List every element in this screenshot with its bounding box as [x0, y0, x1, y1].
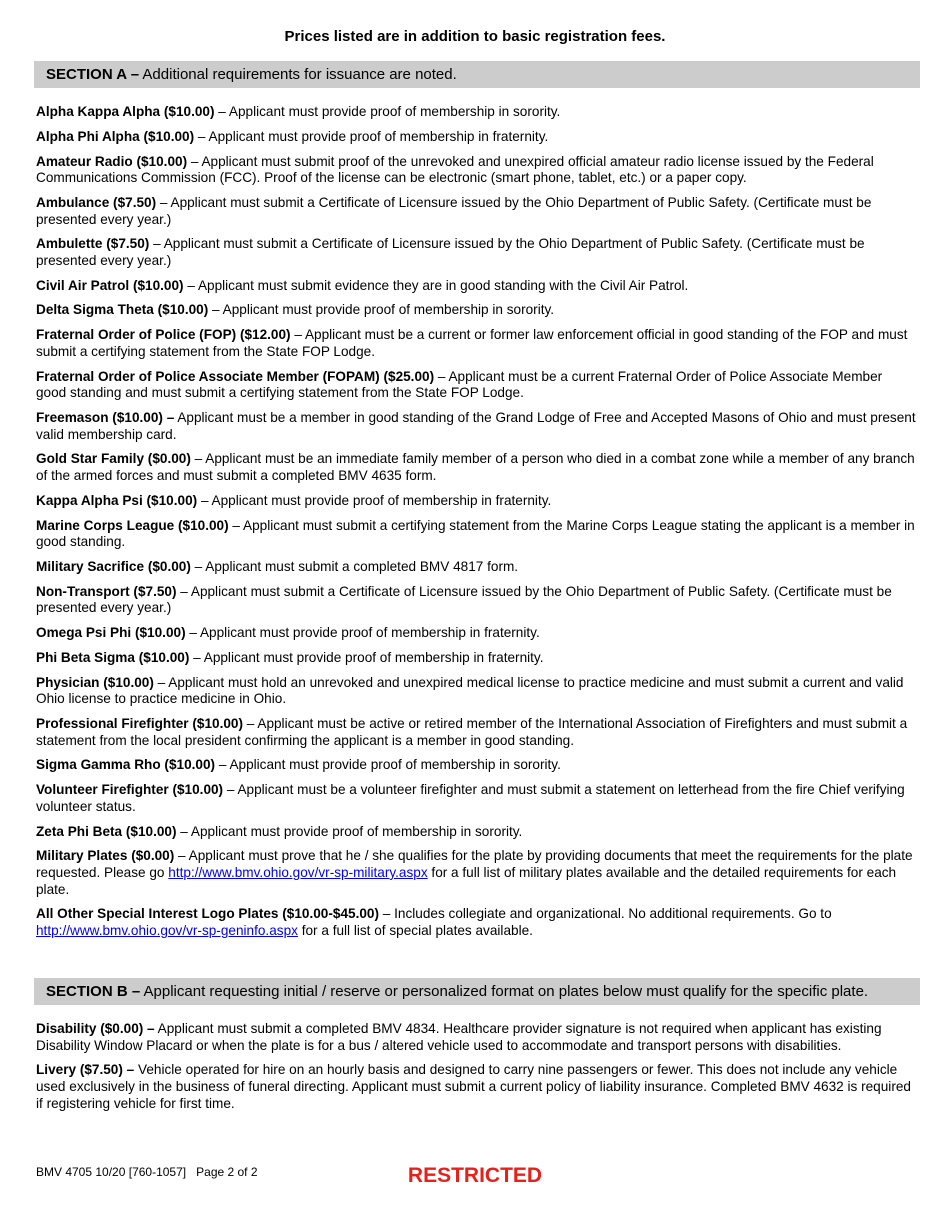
page-title: Prices listed are in addition to basic registration fees.	[284, 28, 666, 45]
entry-name: Ambulette ($7.50)	[36, 236, 150, 252]
entry-name: Amateur Radio ($10.00)	[36, 153, 188, 169]
entry-desc: Applicant must submit a Certificate of Licensure issued by the Ohio Department of Public Safety. (Certificate must be presented every year.)	[36, 194, 872, 227]
entry-desc: Applicant must provide proof of membership in sorority.	[229, 757, 561, 773]
entry-name: Fraternal Order of Police (FOP) ($12.00)	[36, 327, 291, 343]
entry-desc: Applicant must provide proof of membership in sorority.	[190, 823, 523, 839]
entry-desc: Applicant must provide proof of membership in fraternity.	[199, 625, 540, 641]
entry-name: Phi Beta Sigma ($10.00)	[36, 649, 190, 665]
entry-name: Omega Psi Phi ($10.00)	[36, 625, 186, 641]
entry: Kappa Alpha Psi ($10.00) – Applicant must provide proof of membership in fraternity.	[36, 492, 552, 508]
entry: Omega Psi Phi ($10.00) – Applicant must provide proof of membership in fraternity.	[36, 625, 540, 641]
entry: Amateur Radio ($10.00) – Applicant must submit proof of the unrevoked and unexpired official amateur radio license issued by the Federal Communications Commission (FCC). Proof of the license can be electronic (smart phone, tablet, etc.) or a paper copy.	[36, 153, 874, 186]
entry-desc: Applicant must submit evidence they are in good standing with the Civil Air Patrol.	[197, 277, 689, 293]
entry: Physician ($10.00) – Applicant must hold an unrevoked and unexpired medical license to practice medicine and must submit a current and valid Ohio license to practice medicine in Ohio.	[36, 674, 904, 707]
entry-name: Alpha Phi Alpha ($10.00)	[36, 128, 195, 144]
section-b-text: Applicant requesting initial / reserve or personalized format on plates below must qualify for the specific plate.	[143, 983, 869, 1000]
entry: Alpha Phi Alpha ($10.00) – Applicant must provide proof of membership in fraternity.	[36, 128, 549, 144]
entry-desc: Applicant must provide proof of membership in sorority.	[228, 104, 561, 119]
section-b-entries	[36, 1021, 916, 1120]
entry-other-plates	[36, 906, 916, 939]
entry-desc: Applicant must be a current Fraternal Order of Police Associate Member good standing and must submit a certifying statement from the State FOP Lodge.	[36, 368, 883, 401]
entry-name: Civil Air Patrol ($10.00)	[36, 277, 184, 293]
entry-name: Ambulance ($7.50)	[36, 194, 157, 210]
entry: Gold Star Family ($0.00) – Applicant must be an immediate family member of a person who died in a combat zone while a member of any branch of the armed forces and must submit a completed BMV 4635 form.	[36, 451, 915, 483]
entry-name: Sigma Gamma Rho ($10.00)	[36, 757, 216, 773]
entry: Military Sacrifice ($0.00) – Applicant must submit a completed BMV 4817 form.	[36, 558, 519, 574]
entry-name: Military Sacrifice ($0.00)	[36, 558, 191, 574]
entry-desc: Applicant must provide proof of membership in fraternity.	[208, 128, 549, 144]
entry-name: Delta Sigma Theta ($10.00)	[36, 302, 209, 318]
entry-name: Livery ($7.50) –	[36, 1062, 135, 1078]
entry-name: Fraternal Order of Police Associate Member (FOPAM) ($25.00)	[36, 368, 435, 384]
entry: Alpha Kappa Alpha ($10.00) – Applicant must provide proof of membership in sorority.	[36, 104, 561, 119]
entry-desc: Applicant must be a volunteer firefighter and must submit a statement on letterhead from the fire Chief verifying volunteer status.	[36, 782, 905, 814]
entry-desc: Applicant must submit a certifying statement from the Marine Corps League stating the applicant is a member in good standing.	[36, 517, 915, 550]
entry-desc: Applicant must hold an unrevoked and unexpired medical license to practice medicine and must submit a current and valid Ohio license to practice medicine in Ohio.	[36, 674, 904, 707]
entry-name: Professional Firefighter ($10.00)	[36, 716, 243, 731]
section-a-text: Additional requirements for issuance are noted.	[142, 66, 457, 83]
entry-desc: Applicant must submit a Certificate of Licensure issued by the Ohio Department of Public Safety. (Certificate must be presented every year.)	[36, 583, 892, 616]
entry-name: Marine Corps League ($10.00)	[36, 517, 229, 533]
section-a-entries	[36, 104, 916, 948]
entry	[36, 410, 916, 443]
entry: Professional Firefighter ($10.00) – Applicant must be active or retired member of the International Association of Firefighters and must submit a statement from the local president confirming the applicant is a member in good standing.	[36, 716, 908, 748]
entry-name: Kappa Alpha Psi ($10.00)	[36, 492, 198, 508]
entry-name: Gold Star Family ($0.00)	[36, 451, 191, 467]
entry-desc: Applicant must provide proof of membership in fraternity.	[203, 649, 544, 665]
entry: Non-Transport ($7.50) – Applicant must submit a Certificate of Licensure issued by the Ohio Department of Public Safety. (Certificate must be presented every year.)	[36, 583, 892, 616]
entry-name: Non-Transport ($7.50)	[36, 583, 177, 599]
entry-desc: Applicant must provide proof of membership in fraternity.	[211, 492, 552, 508]
entry-name: All Other Special Interest Logo Plates ($10.00-$45.00)	[36, 906, 379, 922]
entry-desc: Vehicle operated for hire on an hourly basis and designed to carry nine passengers or fewer. This does not include any vehicle used exclusively in the business of funeral directing. Applicant must submit a current policy of liability insurance. Completed BMV 4632 is required if registering vehicle for first time.	[36, 1062, 911, 1111]
entry-desc: Applicant must provide proof of membership in sorority.	[222, 302, 555, 318]
entry: Sigma Gamma Rho ($10.00) – Applicant must provide proof of membership in sorority.	[36, 757, 561, 773]
entry-name: Volunteer Firefighter ($10.00)	[36, 782, 224, 798]
entry	[36, 1062, 916, 1112]
entry-name: Military Plates ($0.00)	[36, 848, 175, 864]
entry-name: Freemason ($10.00) –	[36, 410, 175, 425]
entry-desc: for a full list of military plates available and the detailed requirements for each plate.	[36, 864, 897, 897]
restricted-stamp: RESTRICTED	[407, 1164, 543, 1187]
entry-name: Zeta Phi Beta ($10.00)	[36, 823, 177, 839]
entry-name: Alpha Kappa Alpha ($10.00)	[36, 104, 215, 119]
entry: Zeta Phi Beta ($10.00) – Applicant must provide proof of membership in sorority.	[36, 823, 523, 839]
entry-military-plates	[36, 848, 916, 898]
entry: Delta Sigma Theta ($10.00) – Applicant must provide proof of membership in sorority.	[36, 302, 555, 318]
entry-desc: Applicant must be a member in good standing of the Grand Lodge of Free and Accepted Masons of Ohio and must present valid membership card.	[36, 410, 916, 442]
entry-desc: – Includes collegiate and organizational. No additional requirements. Go to	[379, 906, 832, 922]
military-plates-link[interactable]: http://www.bmv.ohio.gov/vr-sp-military.aspx	[168, 864, 428, 880]
section-a-header	[34, 61, 920, 88]
entry-desc: Applicant must be active or retired member of the International Association of Firefighters and must submit a statement from the local president confirming the applicant is a member in good standing.	[36, 716, 908, 748]
entry: Volunteer Firefighter ($10.00) – Applicant must be a volunteer firefighter and must submit a statement on letterhead from the fire Chief verifying volunteer status.	[36, 782, 905, 814]
entry: Ambulette ($7.50) – Applicant must submit a Certificate of Licensure issued by the Ohio Department of Public Safety. (Certificate must be presented every year.)	[36, 236, 865, 268]
entry-desc: Applicant must be a current or former law enforcement official in good standing of the FOP and must submit a certifying statement from the State FOP Lodge.	[36, 327, 908, 359]
entry: Civil Air Patrol ($10.00) – Applicant must submit evidence they are in good standing with the Civil Air Patrol.	[36, 277, 689, 293]
entry	[36, 1021, 916, 1054]
entry-desc: Applicant must submit a Certificate of Licensure issued by the Ohio Department of Public Safety. (Certificate must be presented every year.)	[36, 236, 865, 268]
section-b-header	[34, 978, 920, 1005]
page-number: Page 2 of 2	[196, 1165, 258, 1179]
entry: Fraternal Order of Police (FOP) ($12.00) – Applicant must be a current or former law enforcement official in good standing of the FOP and must submit a certifying statement from the State FOP Lodge.	[36, 327, 908, 359]
entry-desc: Applicant must submit a completed BMV 4834. Healthcare provider signature is not required when applicant has existing Disability Window Placard or when the plate is for a bus / altered vehicle used to accommodate and transport persons with disabilities.	[36, 1021, 882, 1053]
entry-desc: Applicant must submit proof of the unrevoked and unexpired official amateur radio license issued by the Federal Communications Commission (FCC). Proof of the license can be electronic (smart phone, tablet, etc.) or a paper copy.	[36, 153, 874, 186]
special-plates-link[interactable]: http://www.bmv.ohio.gov/vr-sp-geninfo.aspx	[36, 922, 298, 938]
entry: Ambulance ($7.50) – Applicant must submit a Certificate of Licensure issued by the Ohio Department of Public Safety. (Certificate must be presented every year.)	[36, 194, 872, 227]
entry-desc: – Applicant must prove that he / she qualifies for the plate by providing documents that meet the requirements for the plate requested. Please go	[36, 848, 913, 880]
entry-desc: Applicant must be an immediate family member of a person who died in a combat zone while a member of any branch of the armed forces and must submit a completed BMV 4635 form.	[36, 451, 915, 483]
entry: Fraternal Order of Police Associate Member (FOPAM) ($25.00) – Applicant must be a current Fraternal Order of Police Associate Member good standing and must submit a certifying statement from the State FOP Lodge.	[36, 368, 883, 401]
section-a-label: SECTION A –	[46, 66, 140, 83]
entry: Marine Corps League ($10.00) – Applicant must submit a certifying statement from the Marine Corps League stating the applicant is a member in good standing.	[36, 517, 915, 550]
entry-name: Disability ($0.00) –	[36, 1021, 155, 1036]
entry-desc: for a full list of special plates available.	[297, 922, 533, 938]
entry-desc: Applicant must submit a completed BMV 4817 form.	[205, 558, 519, 574]
entry-name: Physician ($10.00)	[36, 674, 154, 690]
section-b-label: SECTION B –	[46, 983, 141, 1000]
entry: Phi Beta Sigma ($10.00) – Applicant must provide proof of membership in fraternity.	[36, 649, 544, 665]
form-id: BMV 4705 10/20 [760-1057] Page 2 of 2	[36, 1165, 258, 1179]
